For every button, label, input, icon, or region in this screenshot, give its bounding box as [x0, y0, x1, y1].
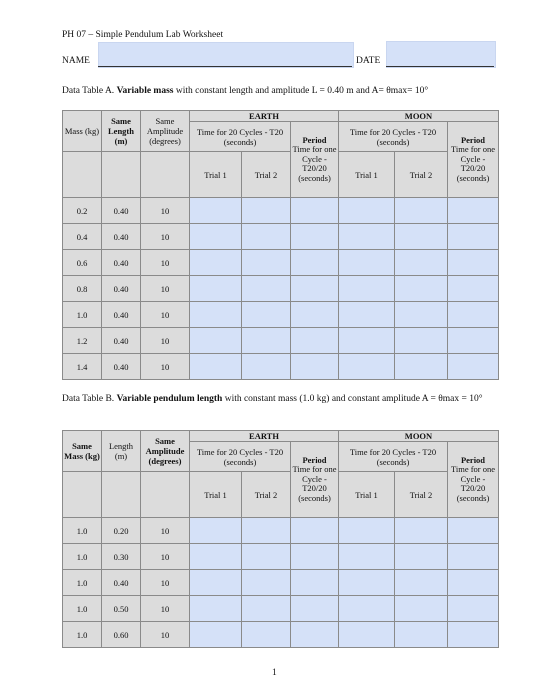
moon-trial-2-input-cell[interactable]: [395, 198, 448, 224]
earth-period-input-cell[interactable]: [291, 302, 339, 328]
earth-period-input-cell[interactable]: [291, 570, 339, 596]
header-same-length: Same Length (m): [102, 111, 141, 152]
cell-c3: 10: [141, 596, 190, 622]
earth-trial-2-input-cell[interactable]: [242, 250, 291, 276]
name-input-field[interactable]: [98, 42, 354, 68]
cell-c2: 0.40: [102, 224, 141, 250]
cell-c1: 1.0: [63, 570, 102, 596]
table-row: [63, 276, 499, 302]
data-table-a: [62, 110, 499, 380]
moon-trial-1-input-cell[interactable]: [339, 570, 395, 596]
moon-trial-1-input-cell[interactable]: [339, 544, 395, 570]
header-blank: [141, 472, 190, 518]
date-input-field[interactable]: [386, 41, 496, 68]
earth-period-input-cell[interactable]: [291, 596, 339, 622]
moon-period-input-cell[interactable]: [448, 276, 499, 302]
moon-trial-1-input-cell[interactable]: [339, 198, 395, 224]
header-moon-trial-2: Trial 2: [395, 152, 448, 198]
earth-trial-1-input-cell[interactable]: [190, 276, 242, 302]
header-moon-trial-1: Trial 1: [339, 152, 395, 198]
cell-c3: 10: [141, 224, 190, 250]
header-earth-time-20-cycles: Time for 20 Cycles - T20 (seconds): [190, 442, 291, 472]
table-row: [63, 224, 499, 250]
earth-trial-1-input-cell[interactable]: [190, 250, 242, 276]
date-label: DATE: [356, 56, 381, 66]
cell-c3: 10: [141, 622, 190, 648]
header-moon: MOON: [339, 431, 499, 442]
data-table-b: [62, 430, 499, 648]
moon-trial-2-input-cell[interactable]: [395, 622, 448, 648]
earth-period-input-cell[interactable]: [291, 518, 339, 544]
moon-period-input-cell[interactable]: [448, 544, 499, 570]
cell-c2: 0.40: [102, 354, 141, 380]
moon-period-input-cell[interactable]: [448, 250, 499, 276]
moon-trial-1-input-cell[interactable]: [339, 224, 395, 250]
earth-trial-1-input-cell[interactable]: [190, 354, 242, 380]
table-row: [63, 198, 499, 224]
moon-trial-2-input-cell[interactable]: [395, 328, 448, 354]
cell-c1: 1.0: [63, 302, 102, 328]
cell-c3: 10: [141, 518, 190, 544]
table-b-caption-prefix: Data Table B.: [62, 394, 117, 404]
earth-trial-1-input-cell[interactable]: [190, 198, 242, 224]
date-underline: [386, 66, 494, 67]
cell-c2: 0.20: [102, 518, 141, 544]
moon-trial-2-input-cell[interactable]: [395, 276, 448, 302]
header-moon-period: Period Time for one Cycle - T20/20 (seconds): [448, 442, 499, 518]
earth-period-input-cell[interactable]: [291, 250, 339, 276]
cell-c3: 10: [141, 302, 190, 328]
header-moon-time-20-cycles: Time for 20 Cycles - T20 (seconds): [339, 442, 448, 472]
earth-trial-2-input-cell[interactable]: [242, 354, 291, 380]
earth-trial-1-input-cell[interactable]: [190, 570, 242, 596]
moon-trial-1-input-cell[interactable]: [339, 276, 395, 302]
table-row: [63, 544, 499, 570]
cell-c3: 10: [141, 276, 190, 302]
moon-trial-2-input-cell[interactable]: [395, 596, 448, 622]
table-row: [63, 328, 499, 354]
earth-trial-2-input-cell[interactable]: [242, 544, 291, 570]
moon-period-input-cell[interactable]: [448, 518, 499, 544]
moon-period-input-cell[interactable]: [448, 198, 499, 224]
cell-c1: 1.0: [63, 596, 102, 622]
cell-c1: 1.0: [63, 518, 102, 544]
cell-c1: 0.8: [63, 276, 102, 302]
page-number: 1: [272, 668, 277, 678]
name-label: NAME: [62, 56, 90, 66]
earth-trial-1-input-cell[interactable]: [190, 544, 242, 570]
earth-period-input-cell[interactable]: [291, 224, 339, 250]
moon-period-input-cell[interactable]: [448, 328, 499, 354]
header-moon-trial-1: Trial 1: [339, 472, 395, 518]
header-earth-trial-1: Trial 1: [190, 152, 242, 198]
moon-trial-2-input-cell[interactable]: [395, 250, 448, 276]
cell-c3: 10: [141, 544, 190, 570]
earth-period-input-cell[interactable]: [291, 198, 339, 224]
earth-trial-2-input-cell[interactable]: [242, 276, 291, 302]
moon-trial-1-input-cell[interactable]: [339, 328, 395, 354]
table-b-caption-rest: with constant mass (1.0 kg) and constant amplitude A = θmax = 10°: [222, 394, 483, 404]
earth-trial-2-input-cell[interactable]: [242, 302, 291, 328]
table-row: [63, 596, 499, 622]
moon-trial-2-input-cell[interactable]: [395, 354, 448, 380]
cell-c2: 0.40: [102, 570, 141, 596]
header-moon-time-20-cycles: Time for 20 Cycles - T20 (seconds): [339, 122, 448, 152]
header-earth: EARTH: [190, 431, 339, 442]
earth-trial-2-input-cell[interactable]: [242, 224, 291, 250]
moon-period-input-cell[interactable]: [448, 354, 499, 380]
table-row: [63, 302, 499, 328]
earth-trial-2-input-cell[interactable]: [242, 622, 291, 648]
header-blank: [141, 152, 190, 198]
moon-trial-2-input-cell[interactable]: [395, 544, 448, 570]
moon-period-input-cell[interactable]: [448, 224, 499, 250]
earth-period-input-cell[interactable]: [291, 354, 339, 380]
cell-c2: 0.40: [102, 250, 141, 276]
table-a-caption-prefix: Data Table A.: [62, 86, 117, 96]
moon-trial-1-input-cell[interactable]: [339, 250, 395, 276]
earth-period-input-cell[interactable]: [291, 328, 339, 354]
earth-trial-2-input-cell[interactable]: [242, 596, 291, 622]
cell-c2: 0.60: [102, 622, 141, 648]
earth-trial-1-input-cell[interactable]: [190, 328, 242, 354]
header-blank: [63, 152, 102, 198]
moon-trial-2-input-cell[interactable]: [395, 224, 448, 250]
moon-trial-2-input-cell[interactable]: [395, 302, 448, 328]
table-row: [63, 570, 499, 596]
cell-c1: 0.2: [63, 198, 102, 224]
header-earth-period: Period Time for one Cycle - T20/20 (seconds): [291, 442, 339, 518]
earth-trial-1-input-cell[interactable]: [190, 224, 242, 250]
cell-c1: 0.4: [63, 224, 102, 250]
moon-trial-1-input-cell[interactable]: [339, 518, 395, 544]
moon-period-input-cell[interactable]: [448, 622, 499, 648]
cell-c2: 0.40: [102, 328, 141, 354]
earth-trial-1-input-cell[interactable]: [190, 518, 242, 544]
cell-c1: 1.0: [63, 544, 102, 570]
earth-period-input-cell[interactable]: [291, 622, 339, 648]
earth-trial-2-input-cell[interactable]: [242, 328, 291, 354]
moon-period-input-cell[interactable]: [448, 596, 499, 622]
earth-period-input-cell[interactable]: [291, 276, 339, 302]
header-blank: [63, 472, 102, 518]
moon-trial-1-input-cell[interactable]: [339, 302, 395, 328]
moon-trial-1-input-cell[interactable]: [339, 354, 395, 380]
table-a-caption-bold: Variable mass: [116, 86, 174, 96]
cell-c2: 0.40: [102, 302, 141, 328]
header-earth-period: Period Time for one Cycle - T20/20 (seconds): [291, 122, 339, 198]
cell-c1: 1.0: [63, 622, 102, 648]
worksheet-title: PH 07 – Simple Pendulum Lab Worksheet: [62, 30, 224, 40]
header-same-amplitude: Same Amplitude (degrees): [141, 111, 190, 152]
cell-c2: 0.40: [102, 198, 141, 224]
moon-trial-1-input-cell[interactable]: [339, 622, 395, 648]
cell-c1: 0.6: [63, 250, 102, 276]
header-blank: [102, 472, 141, 518]
earth-trial-1-input-cell[interactable]: [190, 622, 242, 648]
header-mass: Mass (kg): [63, 111, 102, 152]
cell-c2: 0.30: [102, 544, 141, 570]
earth-trial-2-input-cell[interactable]: [242, 570, 291, 596]
earth-trial-2-input-cell[interactable]: [242, 518, 291, 544]
table-b-caption: [62, 392, 522, 406]
moon-period-input-cell[interactable]: [448, 570, 499, 596]
earth-trial-1-input-cell[interactable]: [190, 302, 242, 328]
earth-trial-2-input-cell[interactable]: [242, 198, 291, 224]
header-same-amplitude: Same Amplitude (degrees): [141, 431, 190, 472]
moon-period-input-cell[interactable]: [448, 302, 499, 328]
cell-c3: 10: [141, 198, 190, 224]
header-same-mass: Same Mass (kg): [63, 431, 102, 472]
table-row: [63, 622, 499, 648]
moon-trial-2-input-cell[interactable]: [395, 518, 448, 544]
name-underline: [98, 66, 352, 67]
header-blank: [102, 152, 141, 198]
table-row: [63, 518, 499, 544]
cell-c2: 0.50: [102, 596, 141, 622]
cell-c3: 10: [141, 328, 190, 354]
cell-c3: 10: [141, 250, 190, 276]
header-earth-trial-1: Trial 1: [190, 472, 242, 518]
header-earth: EARTH: [190, 111, 339, 122]
header-earth-trial-2: Trial 2: [242, 472, 291, 518]
header-moon: MOON: [339, 111, 499, 122]
cell-c1: 1.4: [63, 354, 102, 380]
table-b-caption-bold: Variable pendulum length: [116, 394, 223, 404]
cell-c3: 10: [141, 570, 190, 596]
header-moon-period: Period Time for one Cycle - T20/20 (seconds): [448, 122, 499, 198]
header-earth-time-20-cycles: Time for 20 Cycles - T20 (seconds): [190, 122, 291, 152]
table-a-caption: [62, 84, 522, 98]
cell-c3: 10: [141, 354, 190, 380]
cell-c2: 0.40: [102, 276, 141, 302]
table-row: [63, 354, 499, 380]
table-row: [63, 250, 499, 276]
header-earth-trial-2: Trial 2: [242, 152, 291, 198]
cell-c1: 1.2: [63, 328, 102, 354]
earth-period-input-cell[interactable]: [291, 544, 339, 570]
moon-trial-1-input-cell[interactable]: [339, 596, 395, 622]
earth-trial-1-input-cell[interactable]: [190, 596, 242, 622]
moon-trial-2-input-cell[interactable]: [395, 570, 448, 596]
header-length: Length (m): [102, 431, 141, 472]
header-moon-trial-2: Trial 2: [395, 472, 448, 518]
table-a-caption-rest: with constant length and amplitude L = 0.40 m and A= θmax= 10°: [173, 86, 429, 96]
